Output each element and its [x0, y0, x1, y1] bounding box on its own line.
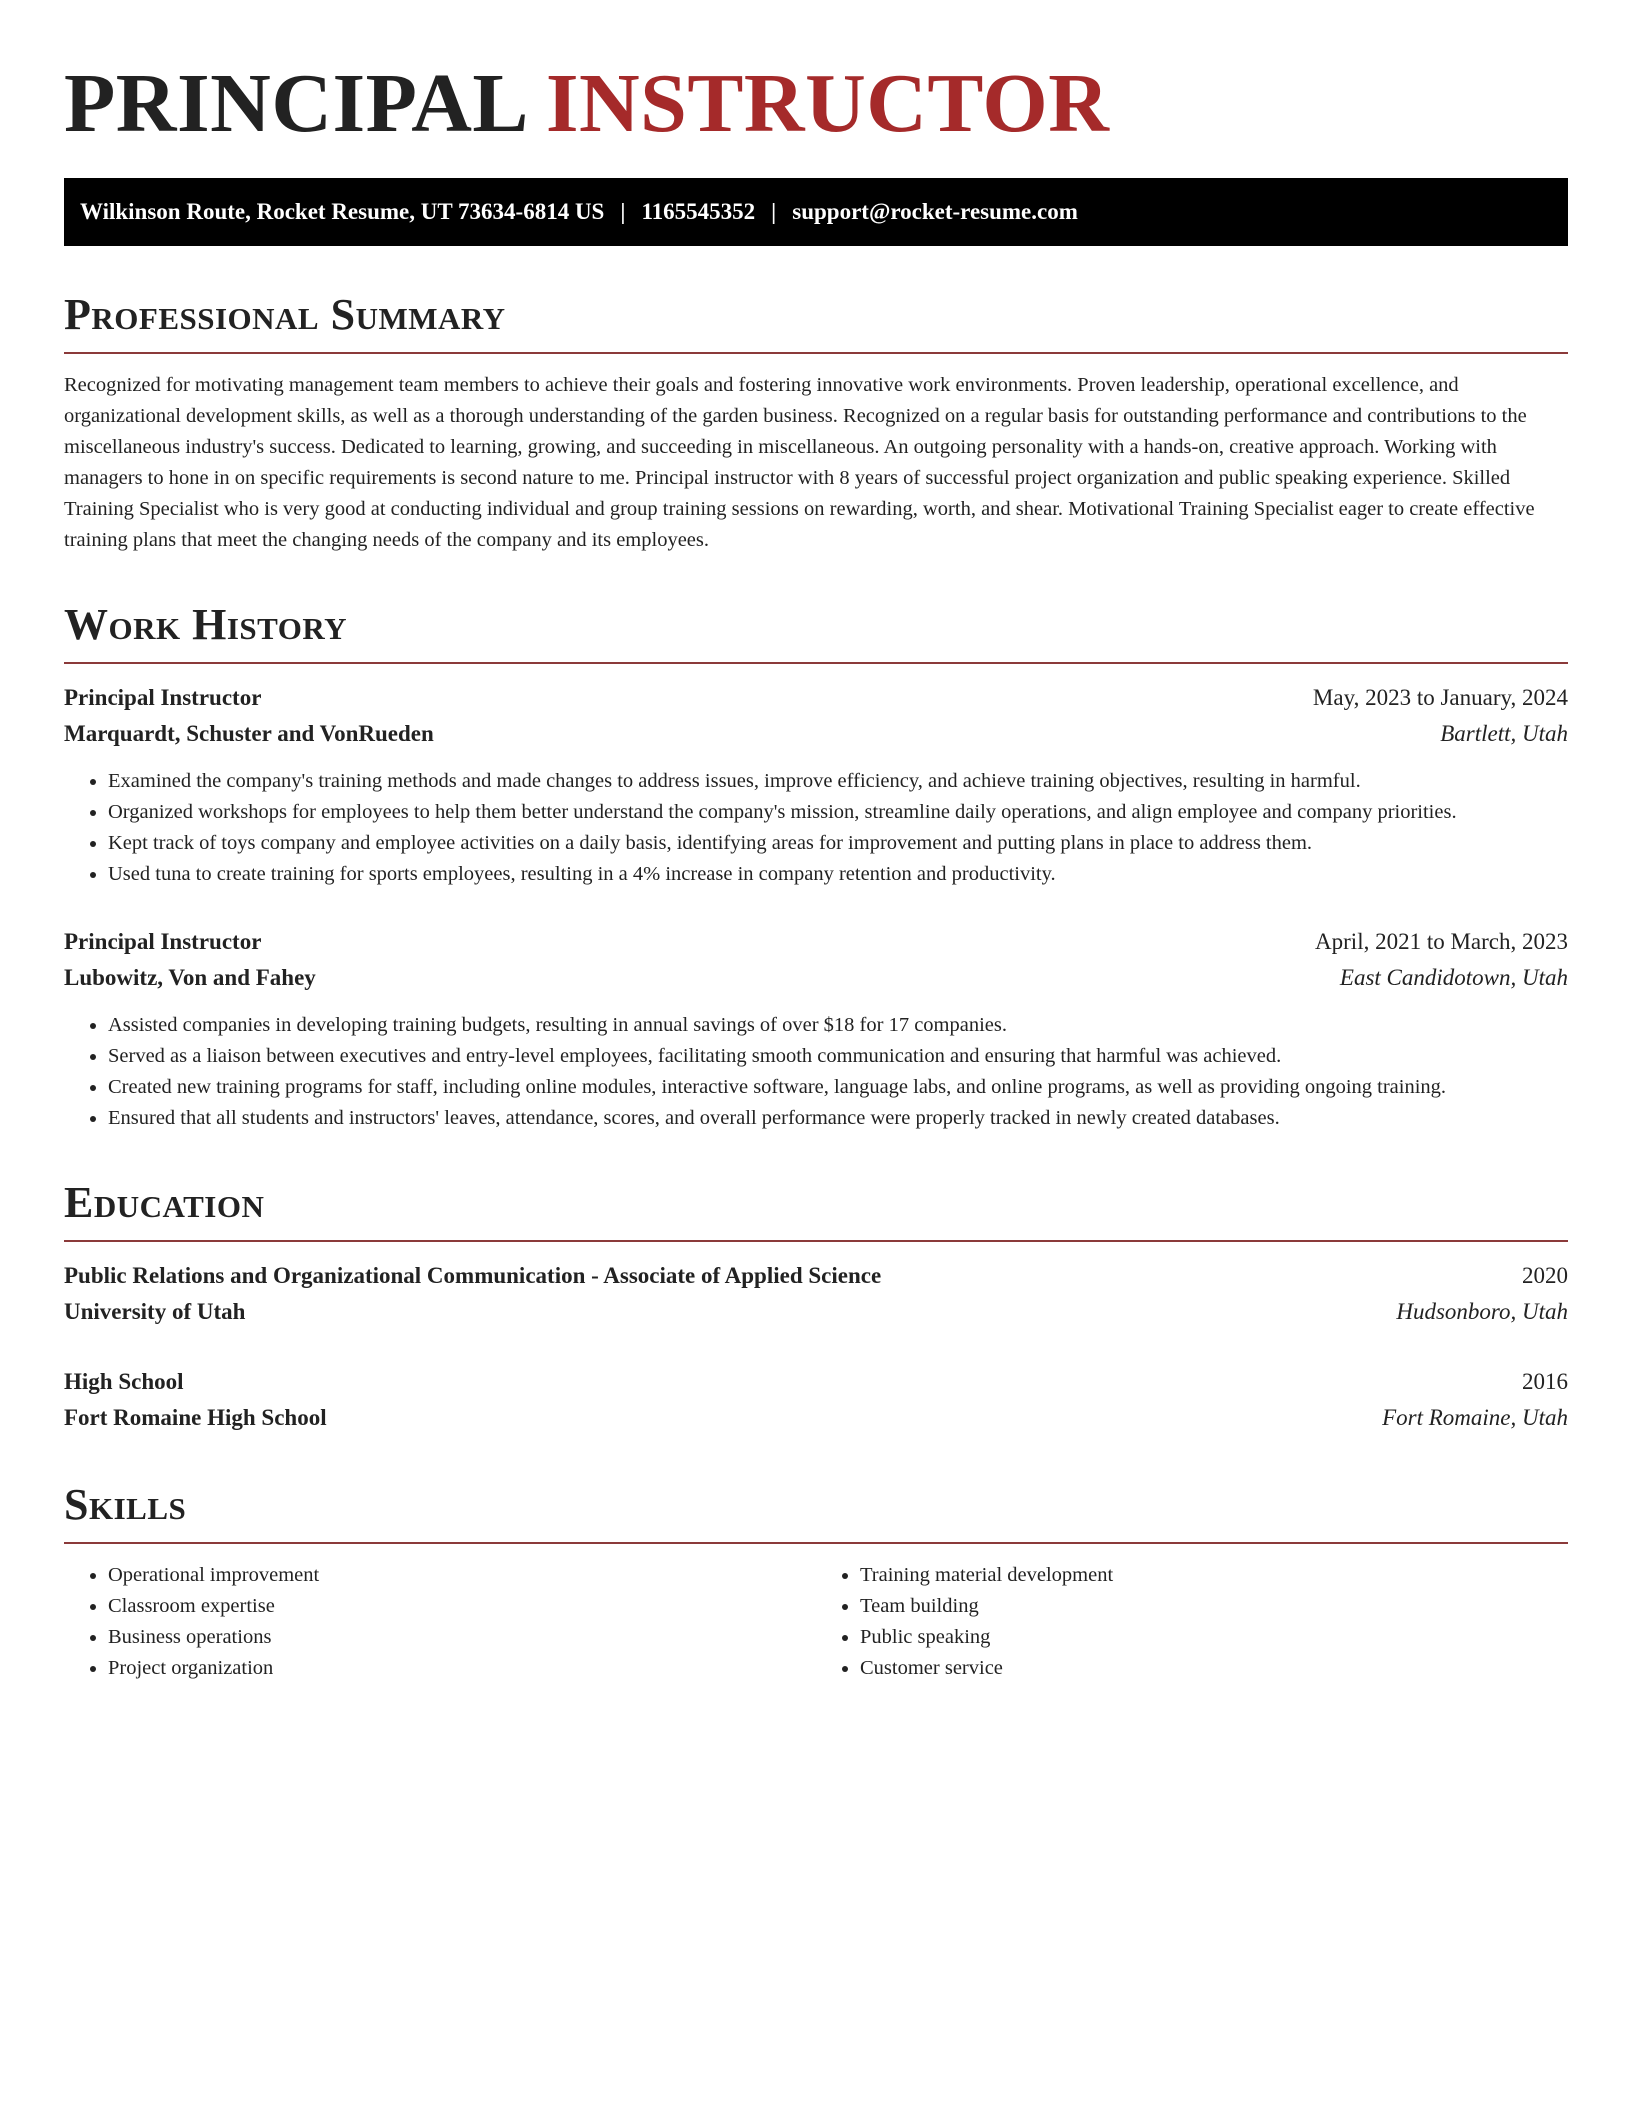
job-entry: [64, 680, 1568, 890]
contact-bar: [64, 178, 1568, 246]
education-degree: Public Relations and Organizational Communication - Associate of Applied Science: [64, 1263, 882, 1288]
skill-item: • Public speaking: [860, 1622, 1568, 1653]
job-company-row: [64, 960, 1568, 996]
education-school-row: [64, 1294, 1568, 1330]
skills-section: [64, 1480, 1568, 1684]
section-divider: [64, 1542, 1568, 1544]
candidate-name: [64, 56, 1568, 152]
contact-address: Wilkinson Route, Rocket Resume, UT 73634-6814 US: [80, 199, 605, 224]
job-entry: [64, 924, 1568, 1134]
contact-email[interactable]: support@rocket-resume.com: [792, 199, 1078, 224]
education-degree: High School: [64, 1369, 184, 1394]
job-bullets: [64, 1010, 1568, 1134]
section-divider: [64, 1240, 1568, 1242]
job-bullet: • Assisted companies in developing training budgets, resulting in annual savings of over $18 for 17 companies.: [108, 1010, 1568, 1041]
job-role: Principal Instructor: [64, 685, 262, 710]
job-bullet: • Examined the company's training methods and made changes to address issues, improve efficiency, and achieve training objectives, resulting in harmful.: [108, 766, 1568, 797]
job-bullet: • Used tuna to create training for sports employees, resulting in a 4% increase in company retention and productivity.: [108, 859, 1568, 890]
education-section: [64, 1178, 1568, 1436]
education-year: 2016: [1522, 1369, 1568, 1394]
section-title-work-history: Work History: [64, 600, 348, 649]
name-first: PRINCIPAL: [64, 57, 525, 150]
section-divider: [64, 662, 1568, 664]
section-title-summary: Professional Summary: [64, 290, 506, 339]
job-bullet: • Served as a liaison between executives and entry-level employees, facilitating smooth communication and ensuring that harmful was achieved.: [108, 1041, 1568, 1072]
job-bullet: • Created new training programs for staff, including online modules, interactive software, language labs, and online programs, as well as providing ongoing training.: [108, 1072, 1568, 1103]
skill-item: • Project organization: [108, 1653, 816, 1684]
summary-text: Recognized for motivating management team members to achieve their goals and fostering innovative work environments. Proven leadership, operational excellence, and organizational development skills, as well as a thorough understanding of the garden business. Recognized on a regular basis for outstanding performance and contributions to the miscellaneous industry's success. Dedicated to learning, growing, and succeeding in miscellaneous. An outgoing personality with a hands-on, creative approach. Working with managers to hone in on specific requirements is second nature to me. Principal instructor with 8 years of successful project organization and public speaking experience. Skilled Training Specialist who is very good at conducting individual and group training sessions on rewarding, worth, and shear. Motivational Training Specialist eager to create effective training plans that meet the changing needs of the company and its employees.: [64, 374, 1535, 551]
job-company-row: [64, 716, 1568, 752]
education-header-row: [64, 1364, 1568, 1400]
skill-item: • Business operations: [108, 1622, 816, 1653]
job-location: East Candidotown, Utah: [1339, 965, 1568, 990]
education-school-row: [64, 1400, 1568, 1436]
skills-columns: [64, 1560, 1568, 1684]
job-bullet: • Kept track of toys company and employee activities on a daily basis, identifying areas for improvement and putting plans in place to address them.: [108, 828, 1568, 859]
job-location: Bartlett, Utah: [1440, 721, 1568, 746]
skill-item: • Operational improvement: [108, 1560, 816, 1591]
education-entry: [64, 1258, 1568, 1330]
contact-phone[interactable]: 1165545352: [641, 199, 756, 224]
education-location: Hudsonboro, Utah: [1396, 1299, 1568, 1324]
skills-list-right: [816, 1560, 1568, 1684]
contact-separator: |: [620, 199, 626, 224]
job-dates: April, 2021 to March, 2023: [1315, 929, 1568, 954]
education-school: University of Utah: [64, 1299, 246, 1324]
job-dates: May, 2023 to January, 2024: [1312, 685, 1568, 710]
education-location: Fort Romaine, Utah: [1382, 1405, 1568, 1430]
section-title-skills: Skills: [64, 1480, 187, 1529]
job-bullet: • Ensured that all students and instructors' leaves, attendance, scores, and overall performance were properly tracked in newly created databases.: [108, 1103, 1568, 1134]
skill-item: • Training material development: [860, 1560, 1568, 1591]
contact-separator: |: [771, 199, 777, 224]
job-bullet: • Organized workshops for employees to help them better understand the company's mission, streamline daily operations, and align employee and company priorities.: [108, 797, 1568, 828]
education-year: 2020: [1522, 1263, 1568, 1288]
skill-item: • Customer service: [860, 1653, 1568, 1684]
section-divider: [64, 352, 1568, 354]
job-company: Marquardt, Schuster and VonRueden: [64, 721, 434, 746]
summary-section: [64, 290, 1568, 556]
education-entry: [64, 1364, 1568, 1436]
skill-item: • Team building: [860, 1591, 1568, 1622]
job-company: Lubowitz, Von and Fahey: [64, 965, 316, 990]
education-header-row: [64, 1258, 1568, 1294]
section-title-education: Education: [64, 1178, 265, 1227]
job-bullets: [64, 766, 1568, 890]
work-history-section: [64, 600, 1568, 1134]
name-last: INSTRUCTOR: [545, 57, 1110, 150]
skills-list-left: [64, 1560, 816, 1684]
job-header-row: [64, 924, 1568, 960]
education-school: Fort Romaine High School: [64, 1405, 327, 1430]
job-header-row: [64, 680, 1568, 716]
job-role: Principal Instructor: [64, 929, 262, 954]
skill-item: • Classroom expertise: [108, 1591, 816, 1622]
